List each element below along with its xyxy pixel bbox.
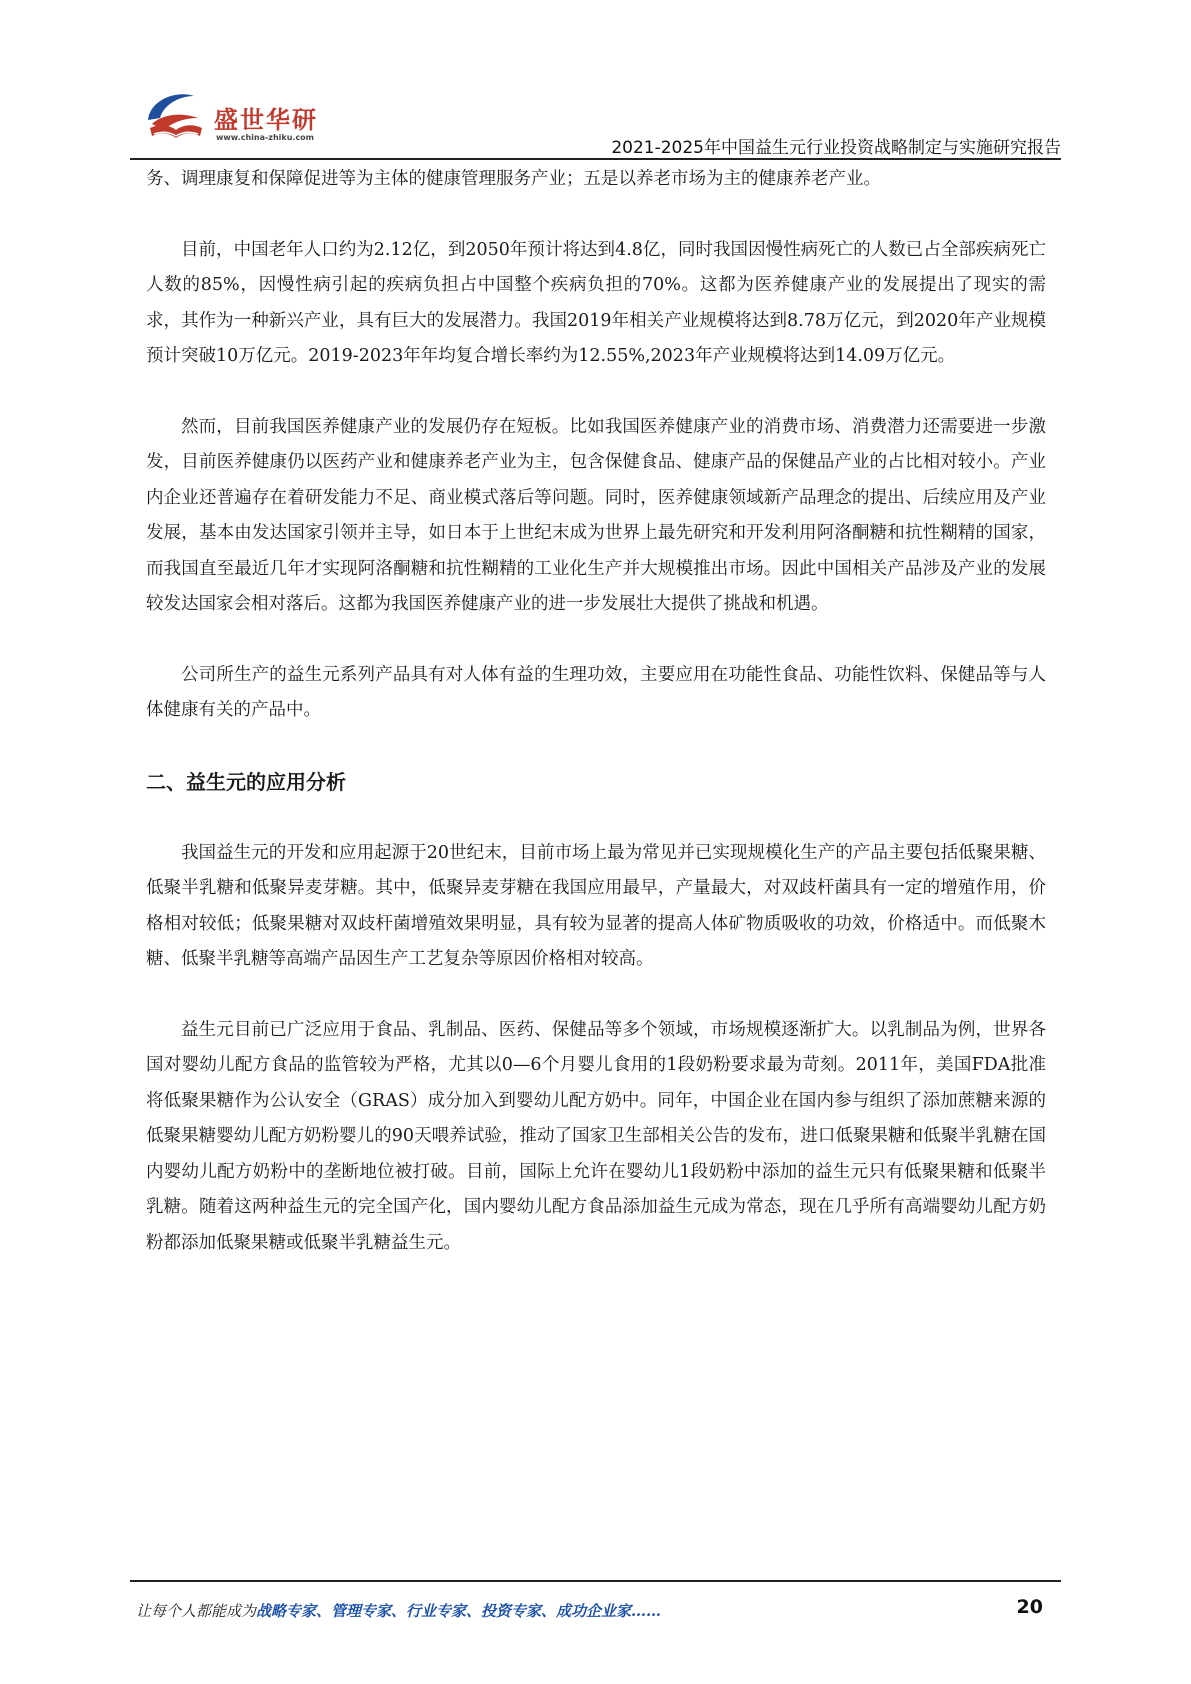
- slogan-prefix: 让每个人都能成为: [136, 1602, 257, 1620]
- company-logo: [142, 78, 362, 150]
- report-title: 2021-2025年中国益生元行业投资战略制定与实施研究报告: [611, 138, 1061, 158]
- slogan-highlight: 战略专家、管理专家、行业专家、投资专家、成功企业家……: [256, 1602, 662, 1620]
- section-heading: 二、益生元的应用分析: [146, 769, 346, 794]
- page-footer: [130, 1580, 1061, 1630]
- page-body: [146, 162, 1046, 1296]
- page-number: 20: [1016, 1596, 1043, 1618]
- paragraph: 然而，目前我国医养健康产业的发展仍存在短板。比如我国医养健康产业的消费市场、消费潜力还需要进一步激发，目前医养健康仍以医药产业和健康养老产业为主，包含保健食品、健康产品的保健品产业的占比相对较小。产业内企业还普遍存在着研发能力不足、商业模式落后等问题。同时，医养健康领域新产品理念的提出、后续应用及产业发展，基本由发达国家引领并主导，如日本于上世纪末成为世界上最先研究和开发利用阿洛酮糖和抗性糊精的国家，而我国直至最近几年才实现阿洛酮糖和抗性糊精的工业化生产并大规模推出市场。因此中国相关产品涉及产业的发展较发达国家会相对落后。这都为我国医养健康产业的进一步发展壮大提供了挑战和机遇。: [146, 416, 1046, 614]
- logo-url: www.china-zhiku.com: [216, 133, 315, 142]
- footer-divider: [130, 1580, 1061, 1582]
- footer-slogan: [136, 1600, 661, 1621]
- paragraph: 益生元目前已广泛应用于食品、乳制品、医药、保健品等多个领域，市场规模逐渐扩大。以乳制品为例，世界各国对婴幼儿配方食品的监管较为严格，尤其以0—6个月婴儿食用的1段奶粉要求最为苛刻。2011年，美国FDA批准将低聚果糖作为公认安全（GRAS）成分加入到婴幼儿配方奶中。同年，中国企业在国内参与组织了添加蔗糖来源的低聚果糖婴幼儿配方奶粉婴儿的90天喂养试验，推动了国家卫生部相关公告的发布，进口低聚果糖和低聚半乳糖在国内婴幼儿配方奶粉中的垄断地位被打破。目前，国际上允许在婴幼儿1段奶粉中添加的益生元只有低聚果糖和低聚半乳糖。随着这两种益生元的完全国产化，国内婴幼儿配方食品添加益生元成为常态，现在几乎所有高端婴幼儿配方奶粉都添加低聚果糖或低聚半乳糖益生元。: [146, 1019, 1046, 1253]
- logo-name: 盛世华研: [214, 106, 318, 134]
- paragraph-continuation: 务、调理康复和保障促进等为主体的健康管理服务产业；五是以养老市场为主的健康养老产业。: [146, 169, 881, 189]
- paragraph: 目前，中国老年人口约为2.12亿，到2050年预计将达到4.8亿，同时我国因慢性病死亡的人数已占全部疾病死亡人数的85%，因慢性病引起的疾病负担占中国整个疾病负担的70%。这都为医养健康产业的发展提出了现实的需求，其作为一种新兴产业，具有巨大的发展潜力。我国2019年相关产业规模将达到8.78万亿元，到2020年产业规模预计突破10万亿元。2019-2023年年均复合增长率约为12.55%,2023年产业规模将达到14.09万亿元。: [146, 239, 1046, 366]
- logo-icon: [142, 84, 212, 146]
- page-header: [130, 78, 1061, 160]
- paragraph: 我国益生元的开发和应用起源于20世纪末，目前市场上最为常见并已实现规模化生产的产品主要包括低聚果糖、低聚半乳糖和低聚异麦芽糖。其中，低聚异麦芽糖在我国应用最早，产量最大，对双歧杆菌具有一定的增殖作用，价格相对较低；低聚果糖对双歧杆菌增殖效果明显，具有较为显著的提高人体矿物质吸收的功效，价格适中。而低聚木糖、低聚半乳糖等高端产品因生产工艺复杂等原因价格相对较高。: [146, 842, 1046, 969]
- paragraph: 公司所生产的益生元系列产品具有对人体有益的生理功效，主要应用在功能性食品、功能性饮料、保健品等与人体健康有关的产品中。: [146, 664, 1046, 720]
- header-divider: [130, 158, 1061, 160]
